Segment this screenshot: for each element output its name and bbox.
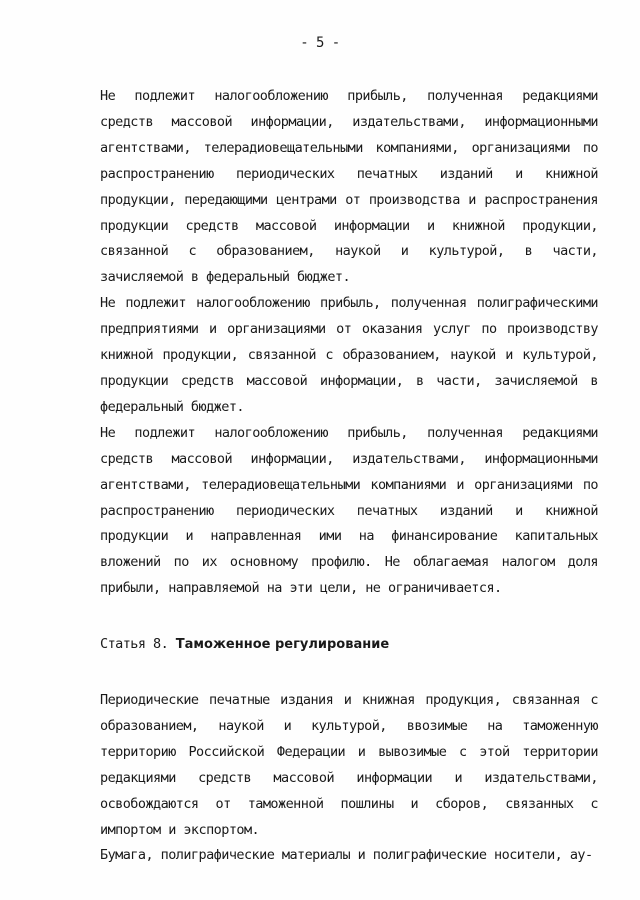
page-number: - 5 - <box>300 35 340 51</box>
article-label: Статья 8. <box>100 636 169 653</box>
paragraph-paper-materials: Бумага, полиграфические материалы и полиграфические носители, ау- <box>100 847 593 864</box>
paragraph-customs-exemption: Периодические печатные издания и книжная продукция, связанная с образованием, наукой и культурой, ввозимые на таможенную территорию Российской Федерации и вывозимые с этой территории редакциями средств массовой информации и издательствами, освобождаются от таможенной пошлины и сборов, связанных с импортом и экспортом. <box>100 692 598 838</box>
article-heading <box>100 632 598 658</box>
paragraph-tax-exemption-printing: Не подлежит налогообложению прибыль, полученная полиграфическими предприятиями и организациями от оказания услуг по производству книжной продукции, связанной с образованием, наукой и культурой, продукции средств массовой информации, в части, зачисляемой в федеральный бюджет. <box>100 295 598 415</box>
document-body <box>100 84 598 869</box>
paragraph-tax-exemption-media: Не подлежит налогообложению прибыль, полученная редакциями средств массовой информации, издательствами, информационными агентствами, телерадиовещательными компаниями, организациями по распространению периодических печатных изданий и книжной продукции, передающими центрами от производства и распространения продукции средств массовой информации и книжной продукции, связанной с образованием, наукой и культурой, в части, зачисляемой в федеральный бюджет. <box>100 88 598 286</box>
paragraph-tax-exemption-investment: Не подлежит налогообложению прибыль, полученная редакциями средств массовой информации, издательствами, информационными агентствами, телерадиовещательными компаниями и организациями по распространению периодических печатных изданий и книжной продукции и направленная ими на финансирование капитальных вложений по их основному профилю. Не облагаемая налогом доля прибыли, направляемой на эти цели, не ограничивается. <box>100 424 598 597</box>
article-title: Таможенное регулирование <box>175 637 390 653</box>
